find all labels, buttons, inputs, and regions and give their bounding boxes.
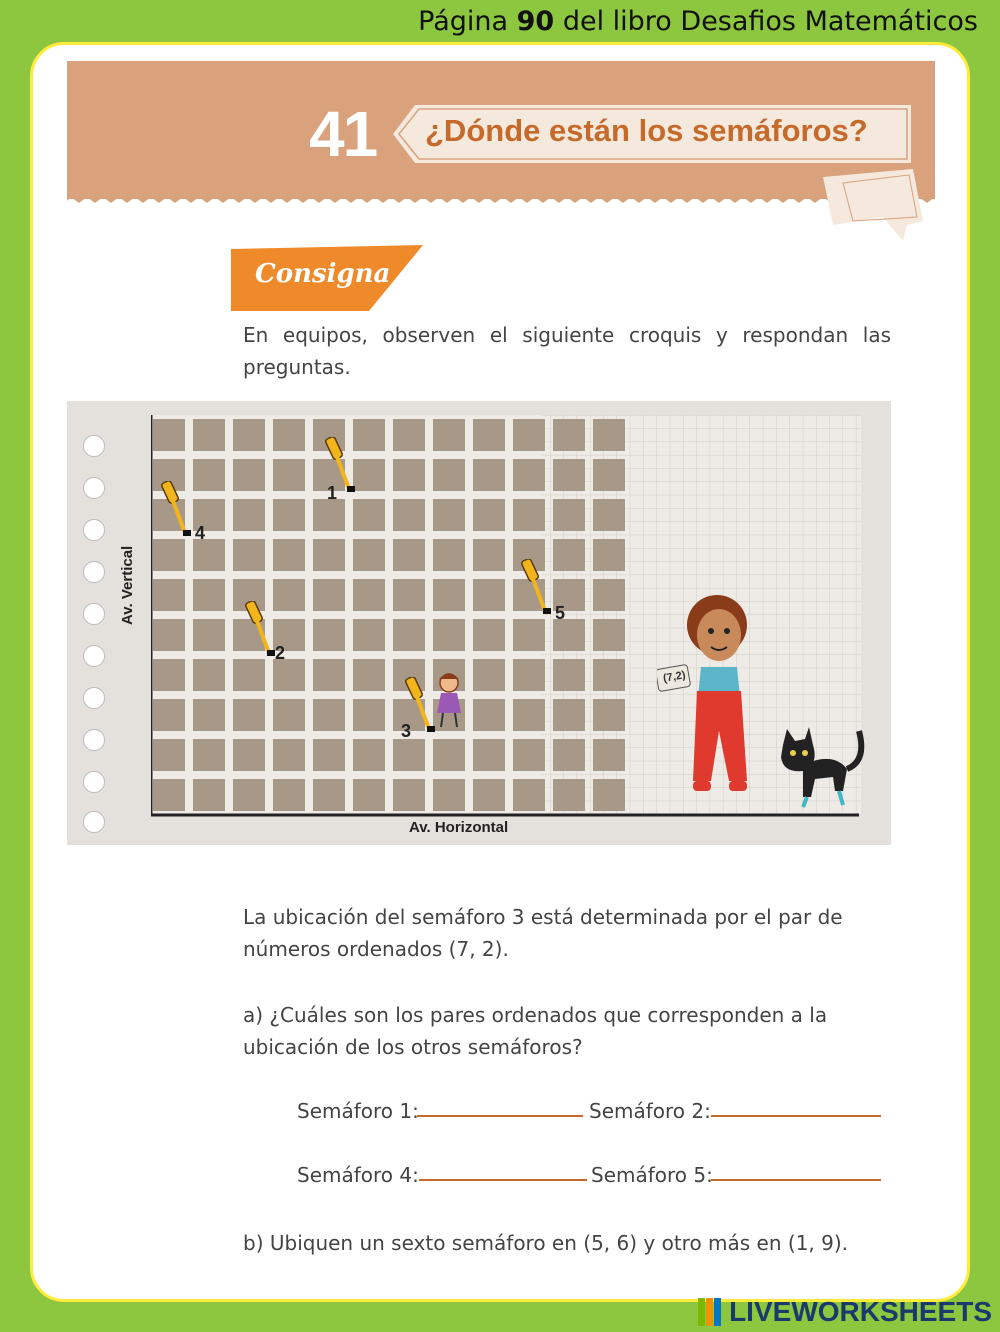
city-block — [473, 779, 505, 811]
city-block — [233, 539, 265, 571]
traffic-light-label-2: 2 — [275, 643, 286, 663]
city-block — [153, 539, 185, 571]
question-b: b) Ubiquen un sexto semáforo en (5, 6) y otro más en (1, 9). — [243, 1231, 849, 1255]
city-block — [273, 499, 305, 531]
city-block — [593, 659, 625, 691]
notebook-hole — [83, 687, 105, 709]
notebook-hole — [83, 603, 105, 625]
notebook-hole — [83, 477, 105, 499]
city-block — [593, 739, 625, 771]
city-block — [233, 459, 265, 491]
city-block — [353, 499, 385, 531]
cat-illustration — [763, 721, 873, 811]
page-number: 90 — [516, 6, 555, 37]
notebook-hole — [83, 771, 105, 793]
city-block — [353, 739, 385, 771]
city-block — [593, 699, 625, 731]
city-block — [553, 779, 585, 811]
city-block — [273, 779, 305, 811]
city-block — [273, 739, 305, 771]
city-block — [313, 779, 345, 811]
x-axis-label: Av. Horizontal — [409, 819, 509, 836]
question-a: a) ¿Cuáles son los pares ordenados que corresponden a la ubicación de los otros semáforos? — [243, 1003, 828, 1059]
city-block — [193, 779, 225, 811]
city-block — [593, 419, 625, 451]
city-block — [513, 779, 545, 811]
liveworksheets-logo-icon — [698, 1298, 722, 1326]
answer-field-4[interactable] — [419, 1179, 587, 1181]
city-block — [473, 659, 505, 691]
city-block — [353, 659, 385, 691]
city-block — [473, 499, 505, 531]
traffic-light-icon — [159, 481, 199, 537]
city-block — [433, 779, 465, 811]
city-block — [353, 779, 385, 811]
city-block — [593, 779, 625, 811]
city-block — [313, 579, 345, 611]
city-block — [153, 699, 185, 731]
city-block — [553, 659, 585, 691]
notebook-hole — [83, 519, 105, 541]
city-block — [193, 699, 225, 731]
city-block — [353, 579, 385, 611]
city-block — [433, 419, 465, 451]
city-block — [313, 659, 345, 691]
city-block — [473, 619, 505, 651]
city-block — [553, 739, 585, 771]
city-block — [393, 619, 425, 651]
city-block — [553, 419, 585, 451]
city-block — [153, 739, 185, 771]
notebook-hole — [83, 811, 105, 833]
city-block — [433, 459, 465, 491]
city-block — [193, 579, 225, 611]
city-block — [433, 539, 465, 571]
small-girl-illustration — [429, 669, 469, 731]
traffic-light-label-5: 5 — [555, 603, 566, 623]
city-block — [473, 739, 505, 771]
city-block — [553, 699, 585, 731]
caption-suffix: del libro Desafios Matemáticos — [562, 6, 978, 37]
city-block — [593, 619, 625, 651]
answer-label-4: Semáforo 4: — [297, 1163, 419, 1187]
traffic-light-label-3: 3 — [401, 721, 412, 741]
page-caption — [418, 6, 978, 37]
city-block — [233, 739, 265, 771]
city-block — [193, 739, 225, 771]
city-block — [393, 579, 425, 611]
traffic-light-label-1: 1 — [327, 483, 338, 503]
city-block — [393, 739, 425, 771]
city-block — [593, 539, 625, 571]
notebook-hole — [83, 729, 105, 751]
city-block — [393, 539, 425, 571]
answer-label-1: Semáforo 1: — [297, 1099, 419, 1123]
city-block — [313, 619, 345, 651]
city-block — [393, 779, 425, 811]
notebook-hole — [83, 561, 105, 583]
city-block — [593, 499, 625, 531]
city-block — [153, 419, 185, 451]
city-block — [433, 499, 465, 531]
city-block — [193, 619, 225, 651]
croquis-notebook — [67, 401, 891, 845]
city-block — [193, 659, 225, 691]
city-block — [273, 539, 305, 571]
ordered-pair-card: (7,2) — [662, 669, 687, 685]
answer-label-2: Semáforo 2: — [589, 1099, 711, 1123]
city-block — [353, 699, 385, 731]
city-block — [433, 739, 465, 771]
traffic-light-label-4: 4 — [195, 523, 206, 543]
city-block — [513, 499, 545, 531]
girl-illustration — [657, 581, 777, 821]
city-block — [433, 619, 465, 651]
city-block — [153, 579, 185, 611]
city-block — [193, 419, 225, 451]
city-block — [433, 579, 465, 611]
city-block — [313, 699, 345, 731]
city-block — [233, 499, 265, 531]
city-block — [473, 539, 505, 571]
y-axis-label: Av. Vertical — [119, 545, 136, 625]
city-block — [473, 699, 505, 731]
city-block — [273, 419, 305, 451]
city-block — [353, 539, 385, 571]
city-block — [553, 459, 585, 491]
city-block — [513, 659, 545, 691]
answer-field-1[interactable] — [417, 1115, 583, 1117]
city-block — [473, 459, 505, 491]
city-block — [513, 419, 545, 451]
notebook-hole — [83, 435, 105, 457]
city-block — [353, 619, 385, 651]
city-block — [593, 459, 625, 491]
city-block — [473, 419, 505, 451]
lesson-title: ¿Dónde están los semáforos? — [425, 113, 868, 148]
statement-text: La ubicación del semáforo 3 está determinada por el par de números ordenados (7, 2). — [243, 905, 843, 961]
city-block — [273, 699, 305, 731]
city-block — [233, 419, 265, 451]
lesson-number: 41 — [309, 98, 377, 170]
liveworksheets-logo: LIVEWORKSHEETS — [729, 1296, 992, 1327]
city-block — [513, 619, 545, 651]
instruction-line-1: En equipos, observen el siguiente croquis y respondan las — [243, 323, 891, 347]
section-label: Consigna — [255, 259, 391, 289]
city-block — [393, 459, 425, 491]
traffic-light-icon — [519, 559, 559, 615]
city-block — [153, 619, 185, 651]
worksheet-page — [30, 42, 970, 1302]
city-block — [313, 739, 345, 771]
instruction-line-2: preguntas. — [243, 355, 351, 379]
city-block — [513, 459, 545, 491]
answer-field-5[interactable] — [711, 1179, 881, 1181]
city-block — [313, 539, 345, 571]
city-block — [153, 779, 185, 811]
city-block — [513, 699, 545, 731]
city-block — [393, 419, 425, 451]
city-block — [473, 579, 505, 611]
city-block — [233, 699, 265, 731]
city-block — [233, 779, 265, 811]
city-block — [553, 499, 585, 531]
city-block — [233, 659, 265, 691]
ribbon-tail — [823, 169, 923, 241]
city-block — [513, 739, 545, 771]
city-block — [393, 499, 425, 531]
city-block — [153, 659, 185, 691]
answer-label-5: Semáforo 5: — [591, 1163, 713, 1187]
answer-field-2[interactable] — [711, 1115, 881, 1117]
city-block — [273, 459, 305, 491]
banner-zigzag-edge — [67, 195, 935, 205]
notebook-hole — [83, 645, 105, 667]
city-block — [593, 579, 625, 611]
caption-prefix: Página — [418, 6, 509, 37]
